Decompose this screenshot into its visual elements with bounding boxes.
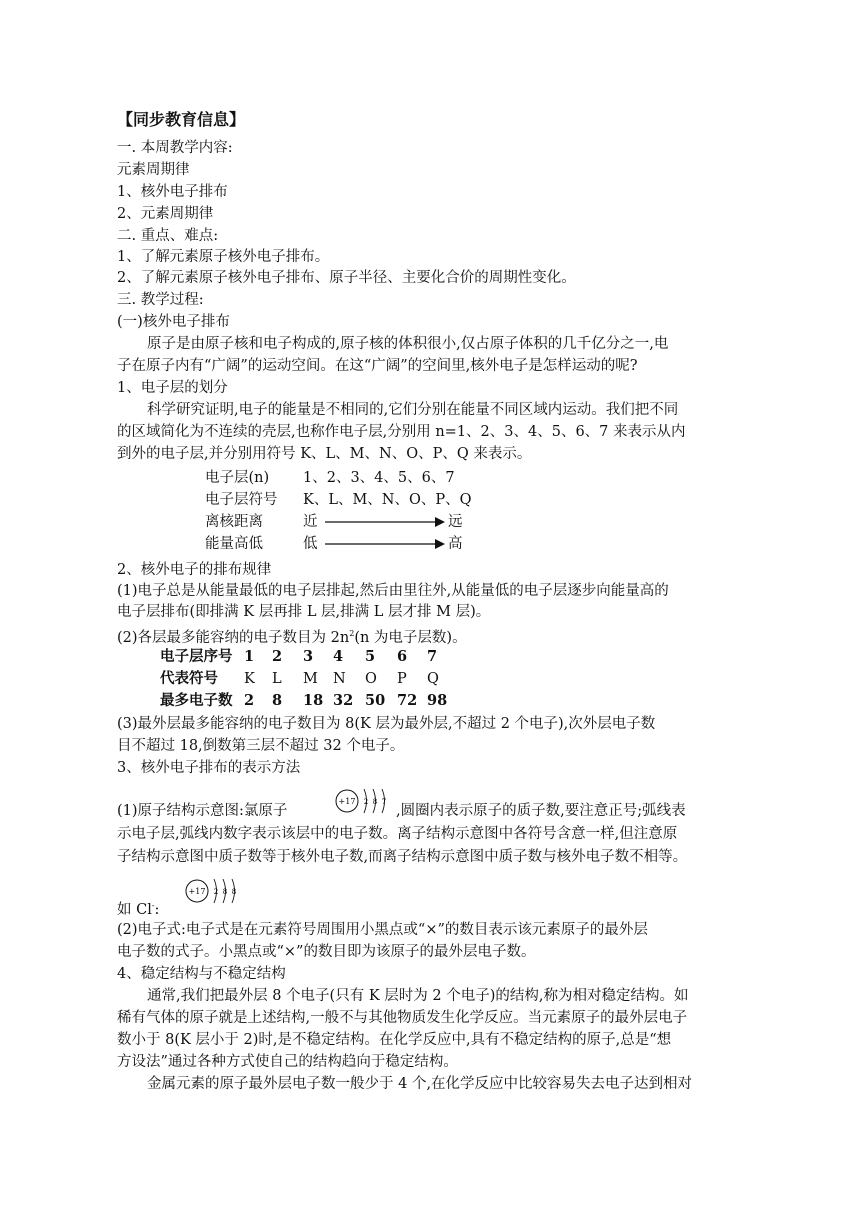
symbol-cell: O: [365, 671, 377, 687]
max-cell: 18: [303, 692, 324, 709]
shell-electron-count: 2: [213, 888, 219, 896]
chloride-ion-diagram: [184, 873, 246, 909]
distance-far: 远: [448, 514, 463, 530]
text-line: (1)电子总是从能量最低的电子层排起,然后由里往外,从能量低的电子层逐步向能量高的: [117, 583, 669, 599]
max-cell: 72: [397, 692, 418, 709]
text-line: 一. 本周教学内容:: [117, 140, 233, 156]
chlorine-atom-diagram: [334, 783, 396, 819]
arrow-right-icon: [323, 514, 447, 530]
capacity-table: [160, 646, 480, 712]
text-line: 如 Cl-:: [117, 901, 160, 918]
order-cell: 6: [397, 648, 408, 665]
symbol-cell: L: [272, 671, 282, 687]
text-line: 电子数的式子。小黑点或“×”的数目即为该原子的最外层电子数。: [117, 944, 536, 960]
energy-low: 低: [303, 536, 318, 552]
text-line: 金属元素的原子最外层电子数一般少于 4 个,在化学反应中比较容易失去电子达到相对: [147, 1076, 693, 1092]
text-line: 方设法”通过各种方式使自己的结构趋向于稳定结构。: [117, 1054, 458, 1070]
order-cell: 5: [365, 648, 376, 665]
text-line: 目不超过 18,倒数第三层不超过 32 个电子。: [117, 738, 405, 754]
label-symbol: 代表符号: [160, 670, 218, 687]
symbol-cell: K: [244, 671, 255, 687]
text-line: 原子是由原子核和电子构成的,原子核的体积很小,仅占原子体积的几千亿分之一,电: [147, 336, 669, 352]
text-line: 数小于 8(K 层小于 2)时,是不稳定结构。在化学反应中,具有不稳定结构的原子,总是“想: [117, 1032, 672, 1048]
energy-high: 高: [448, 536, 463, 552]
text-line: (1)原子结构示意图:氯原子: [117, 803, 288, 819]
section-header: 【同步教育信息】: [117, 110, 246, 129]
shell-label-n: 电子层(n): [205, 470, 270, 486]
text-line: 电子层排布(即排满 K 层再排 L 层,排满 L 层才排 M 层)。: [117, 604, 491, 620]
order-cell: 2: [272, 648, 283, 665]
shell-electron-count: 8: [372, 798, 378, 806]
text-line: 2、核外电子的排布规律: [117, 562, 272, 578]
text-line: 元素周期律: [117, 162, 190, 178]
shell-label-energy: 能量高低: [205, 536, 263, 552]
text-line: 4、稳定结构与不稳定结构: [117, 966, 286, 982]
distance-near: 近: [303, 514, 318, 530]
max-cell: 32: [333, 692, 354, 709]
shell-values-n: 1、2、3、4、5、6、7: [303, 470, 455, 486]
shell-electron-count: 7: [381, 798, 387, 806]
order-cell: 1: [244, 648, 255, 665]
arrow-right-icon: [323, 536, 447, 552]
text-line: (一)核外电子排布: [117, 314, 230, 330]
text-line: 子结构示意图中质子数等于核外电子数,而离子结构示意图中质子数与核外电子数不相等。: [117, 849, 688, 865]
symbol-cell: M: [303, 671, 318, 687]
text-line: 子在原子内有“广阔”的运动空间。在这“广阔”的空间里,核外电子是怎样运动的呢?: [117, 358, 638, 374]
shell-label-symbol: 电子层符号: [205, 492, 278, 508]
text-line: 2、了解元素原子核外电子排布、原子半径、主要化合价的周期性变化。: [117, 270, 576, 286]
text-line: 示电子层,弧线内数字表示该层中的电子数。离子结构示意图中各符号含意一样,但注意原: [117, 826, 678, 842]
label-order: 电子层序号: [160, 648, 233, 665]
shell-electron-count: 2: [363, 798, 369, 806]
order-cell: 4: [333, 648, 344, 665]
text-line: (2)电子式:电子式是在元素符号周围用小黑点或“×”的数目表示该元素原子的最外层: [117, 922, 648, 938]
symbol-cell: P: [397, 671, 407, 687]
text-line: 三. 教学过程:: [117, 292, 204, 308]
text-line: 3、核外电子排布的表示方法: [117, 760, 301, 776]
label-max: 最多电子数: [160, 692, 233, 709]
nucleus-charge: +17: [338, 797, 356, 806]
text-line: 2、元素周期律: [117, 206, 214, 222]
text-line: ,圆圈内表示原子的质子数,要注意正号;弧线表: [396, 803, 686, 819]
shell-values-symbol: K、L、M、N、O、P、Q: [303, 492, 472, 508]
symbol-cell: Q: [427, 671, 439, 687]
text-line: 1、核外电子排布: [117, 184, 228, 200]
symbol-cell: N: [333, 671, 346, 687]
order-cell: 3: [303, 648, 314, 665]
max-cell: 98: [427, 692, 448, 709]
shell-label-distance: 离核距离: [205, 514, 263, 530]
text-line: 稀有气体的原子就是上述结构,一般不与其他物质发生化学反应。当元素原子的最外层电子: [117, 1010, 688, 1026]
text-line: 到外的电子层,并分别用符号 K、L、M、N、O、P、Q 来表示。: [117, 446, 532, 462]
max-cell: 8: [272, 692, 283, 709]
order-cell: 7: [427, 648, 438, 665]
max-cell: 2: [244, 692, 255, 709]
text-line: 科学研究证明,电子的能量是不相同的,它们分别在能量不同区域内运动。我们把不同: [147, 402, 679, 418]
text-line: 通常,我们把最外层 8 个电子(只有 K 层时为 2 个电子)的结构,称为相对稳定结构。如: [147, 988, 689, 1004]
text-line: 二. 重点、难点:: [117, 228, 219, 244]
text-line: (3)最外层最多能容纳的电子数目为 8(K 层为最外层,不超过 2 个电子),次外层电子数: [117, 716, 656, 732]
text-line: (2)各层最多能容纳的电子数目为 $2n^2(n$ 为电子层数)。: [117, 629, 467, 646]
shell-electron-count: 8: [231, 888, 237, 896]
text-line: 1、了解元素原子核外电子排布。: [117, 249, 330, 265]
nucleus-charge: +17: [188, 887, 206, 896]
text-line: 1、电子层的划分: [117, 380, 228, 396]
text-line: 的区域简化为不连续的壳层,也称作电子层,分别用 n=1、2、3、4、5、6、7 来表示从内: [117, 424, 686, 440]
shell-electron-count: 8: [222, 888, 228, 896]
max-cell: 50: [365, 692, 386, 709]
